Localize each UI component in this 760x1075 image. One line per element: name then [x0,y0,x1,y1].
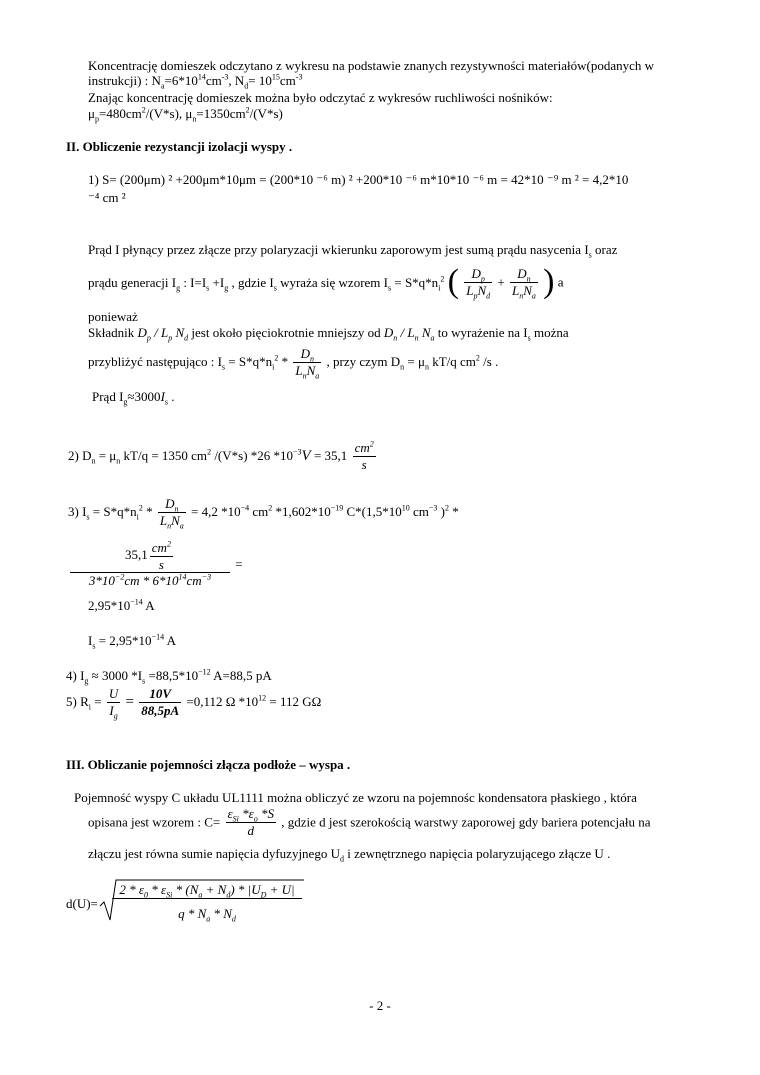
fraction-dn-lnna-3: $\frac{D_n}{L_nN_a}$ [159,496,184,531]
intro-line-1: Koncentrację domieszek odczytano z wykresu na podstawie znanych rezystywności materiałów(podanych w [88,58,655,73]
approximation-line: przybliżyć następująco : $I_s = S*q*n_i^2$ * $\frac{D_n}{L_nN_a}$ , przy czym $D_n = \mu_n$ kT/q $cm^2$ /s . [88,346,499,381]
page-number: - 2 - [369,998,391,1013]
current-description-1: Prąd I płynący przez złącze przy polaryzacji wkierunku zaporowym jest sumą prądu nasycenia $I_s$ oraz [88,242,618,260]
fraction-u-ig: $\frac{U}{I_g}$ [108,686,119,721]
fraction-dn-lnna: $\frac{D_n}{L_nN_a}$ [512,266,536,301]
step-1-area-cont: ⁻⁴ cm ² [88,190,126,205]
step-3-result-2: $I_s = 2,95*10^{-14}$ A [88,632,176,651]
fraction-dn-lnna-2: $\frac{D_n}{L_nN_a}$ [295,346,320,381]
intro-line-2: instrukcji) : $N_a=6*10^{14}cm^{-3}$, $N_d= 10^{15}cm^{-3}$ [88,72,303,91]
capacitance-formula-line: opisana jest wzorem : C= $\frac{\varepsilon_{Si} *\varepsilon_o *S}{d}$ , gdzie d jest szerokością warstwy zaporowej gdy bariera potencjału na [88,806,651,838]
junction-voltage-text: złączu jest równa sumie napięcia dyfuzyjnego $U_d$ i zewnętrznego napięcia polaryzującego złącze U . [88,846,611,864]
step-3-saturation: 3) $I_s = S*q*n_i^2$ * $\frac{D_n}{L_nN_a}$ = 4,2 $*10^{-4}$ $cm^2$ $*1,602*10^{-19}$ $C*(1,5*10^{10}$ $cm^{-3}$ )$^2$ * [68,496,459,531]
current-formula-line: prądu generacji $I_g$ : $I=I_s +I_g$ , gdzie $I_s$ wyraża się wzorem $I_s = S*q*n_i^2$ ( $\frac{D_p}{L_pN_d}$ + $\frac{D_n}{L_nN_a}$ ) a [88,263,564,301]
step-5-resistance: 5) $R_i$ = $\frac{U}{I_g}$ = $\frac{10V}{88,5pA}$ =0,112 Ω $*10^{12} = 112$ GΩ [66,686,322,721]
depletion-width-label: d(U)= [66,896,98,911]
capacitance-intro: Pojemność wyspy C układu UL1111 można obliczyć ze wzoru na pojemnośc kondensatora płaskiego , która [74,790,637,805]
component-comparison: Składnik $D_p / L_p$ $N_d$ jest około pięciokrotnie mniejszy od $D_n / L_n$ $N_a$ to wyrażenie na $I_s$ można [88,325,569,343]
because-word: ponieważ [88,309,138,324]
intro-line-4: $\mu_p=480cm^2/(V*s)$, $\mu_n=1350cm^2/(V*s)$ [88,105,283,124]
fraction-10v-pa: $\frac{10V}{88,5pA}$ [141,686,180,718]
generation-current: Prąd $I_g\approx 3000I_s$ . [92,389,175,407]
step-3-result-1: $2,95*10^{-14}$ A [88,597,155,613]
intro-line-3: Znając koncentrację domieszek można było odczytać z wykresów ruchliwości nośników: [88,90,553,105]
step-1-area: 1) S= (200μm) ² +200μm*10μm = (200*10 ⁻⁶ m) ² +200*10 ⁻⁶ m*10*10 ⁻⁶ m = 42*10 ⁻⁹ m ² = 4,2*10 [88,172,629,187]
fraction-dp-lpnd: $\frac{D_p}{L_pN_d}$ [466,266,491,301]
depletion-numerator: $2 * \varepsilon_0 * \varepsilon_{Si} * (N_a + N_d) * |U_D + U|$ [112,882,302,899]
fraction-cm2-s: $\frac{cm^2}{s}$ [354,439,374,472]
step-3-big-fraction: 35,1 $\frac{cm^2}{s}$ $3*10^{-2}cm * 6*10^{14}cm^{-3}$ = [68,540,243,589]
section-2-heading: II. Obliczenie rezystancji izolacji wyspy . [66,139,293,154]
fraction-capacitance: $\frac{\varepsilon_{Si} *\varepsilon_o *S}{d}$ [227,806,274,838]
step-4-generation: 4) $I_g \approx 3000$ $*I_s =88,5*10^{-12}$ A=88,5 pA [66,667,272,686]
step-2-diffusion: 2) $D_n = \mu_n$ kT/q = 1350 $cm^2$ /(V*s) *26 $*10^{-3}V = 35,1$ $\frac{cm^2}{s}$ [68,439,374,472]
section-3-heading: III. Obliczanie pojemności złącza podłoże – wyspa . [66,757,351,772]
depletion-denominator: q * $N_a * N_d$ [178,906,236,924]
fraction-numeric: 35,1 $\frac{cm^2}{s}$ $3*10^{-2}cm * 6*10^{14}cm^{-3}$ [70,540,230,589]
